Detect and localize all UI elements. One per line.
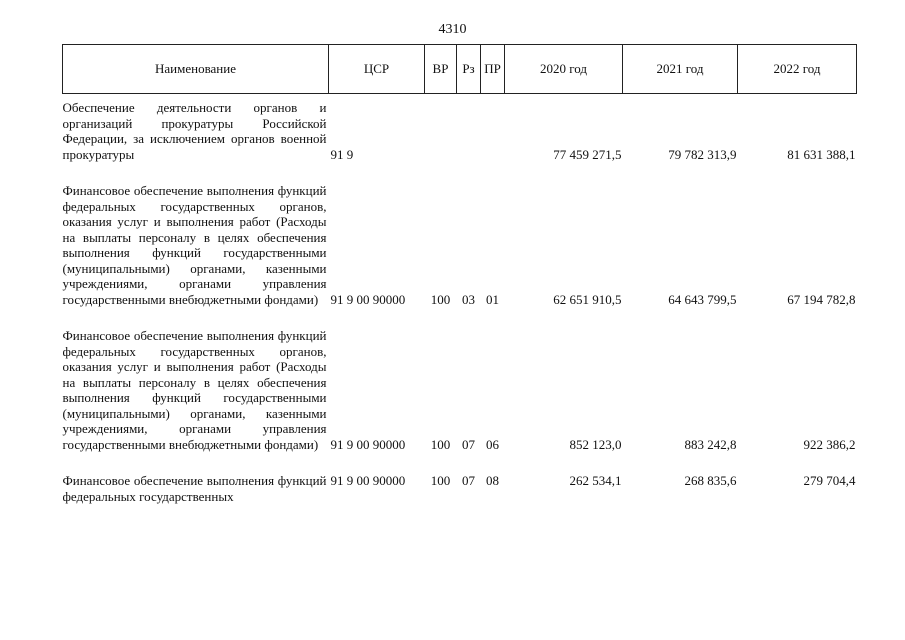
header-rz: Рз (457, 45, 481, 94)
row-name: Финансовое обеспечение выполнения функций федеральных государственных (62, 473, 327, 504)
row-csr: 91 9 00 90000 (330, 291, 406, 307)
row-name: Финансовое обеспечение выполнения функций федеральных государственных органов, оказания услуг и выполнения работ (Расходы на выплаты персоналу в целях обеспечения выполнения функций государственными (муниципальными) органами, казенными учреждениями, органами управления государственными внебюджетными фондами) (62, 328, 327, 452)
table-row (63, 100, 857, 162)
header-2021: 2021 год (623, 45, 738, 94)
table-header-row (63, 45, 857, 94)
row-2020: 852 123,0 (569, 436, 622, 452)
row-2021: 883 242,8 (684, 436, 737, 452)
table-row (63, 183, 857, 307)
row-pr: 01 (486, 291, 499, 307)
table-row (63, 328, 857, 452)
header-2020: 2020 год (505, 45, 623, 94)
budget-table (62, 44, 857, 504)
row-2021: 79 782 313,9 (668, 146, 737, 162)
row-2020: 77 459 271,5 (553, 146, 622, 162)
row-vr: 100 (430, 291, 451, 307)
row-pr: 08 (486, 473, 499, 488)
header-name: Наименование (63, 45, 329, 94)
row-2022: 922 386,2 (803, 436, 856, 452)
row-2022: 67 194 782,8 (787, 291, 856, 307)
header-2022: 2022 год (738, 45, 857, 94)
table-row (63, 473, 857, 504)
row-vr (425, 100, 457, 162)
row-rz (457, 100, 481, 162)
row-name: Финансовое обеспечение выполнения функций федеральных государственных органов, оказания услуг и выполнения работ (Расходы на выплаты персоналу в целях обеспечения выполнения функций государственными (муниципальными) органами, казенными учреждениями, органами управления государственными внебюджетными фондами) (62, 183, 327, 307)
row-csr: 91 9 00 90000 (330, 436, 406, 452)
page-number: 4310 (438, 22, 467, 37)
row-pr (481, 100, 505, 162)
row-vr: 100 (430, 436, 451, 452)
row-2021: 268 835,6 (684, 473, 737, 488)
row-pr: 06 (486, 436, 499, 452)
row-rz: 07 (462, 473, 475, 488)
row-rz: 03 (462, 291, 475, 307)
row-2022: 279 704,4 (803, 473, 856, 488)
row-2020: 62 651 910,5 (553, 291, 622, 307)
header-pr: ПР (481, 45, 505, 94)
row-name: Обеспечение деятельности органов и организаций прокуратуры Российской Федерации, за исключением органов военной прокуратуры (62, 100, 327, 162)
row-2021: 64 643 799,5 (668, 291, 737, 307)
row-2020: 262 534,1 (569, 473, 622, 488)
row-csr: 91 9 (330, 146, 354, 162)
row-vr: 100 (430, 473, 451, 488)
row-rz: 07 (462, 436, 475, 452)
header-vr: ВР (425, 45, 457, 94)
header-csr: ЦСР (329, 45, 425, 94)
row-csr: 91 9 00 90000 (330, 473, 406, 488)
row-2022: 81 631 388,1 (787, 146, 856, 162)
